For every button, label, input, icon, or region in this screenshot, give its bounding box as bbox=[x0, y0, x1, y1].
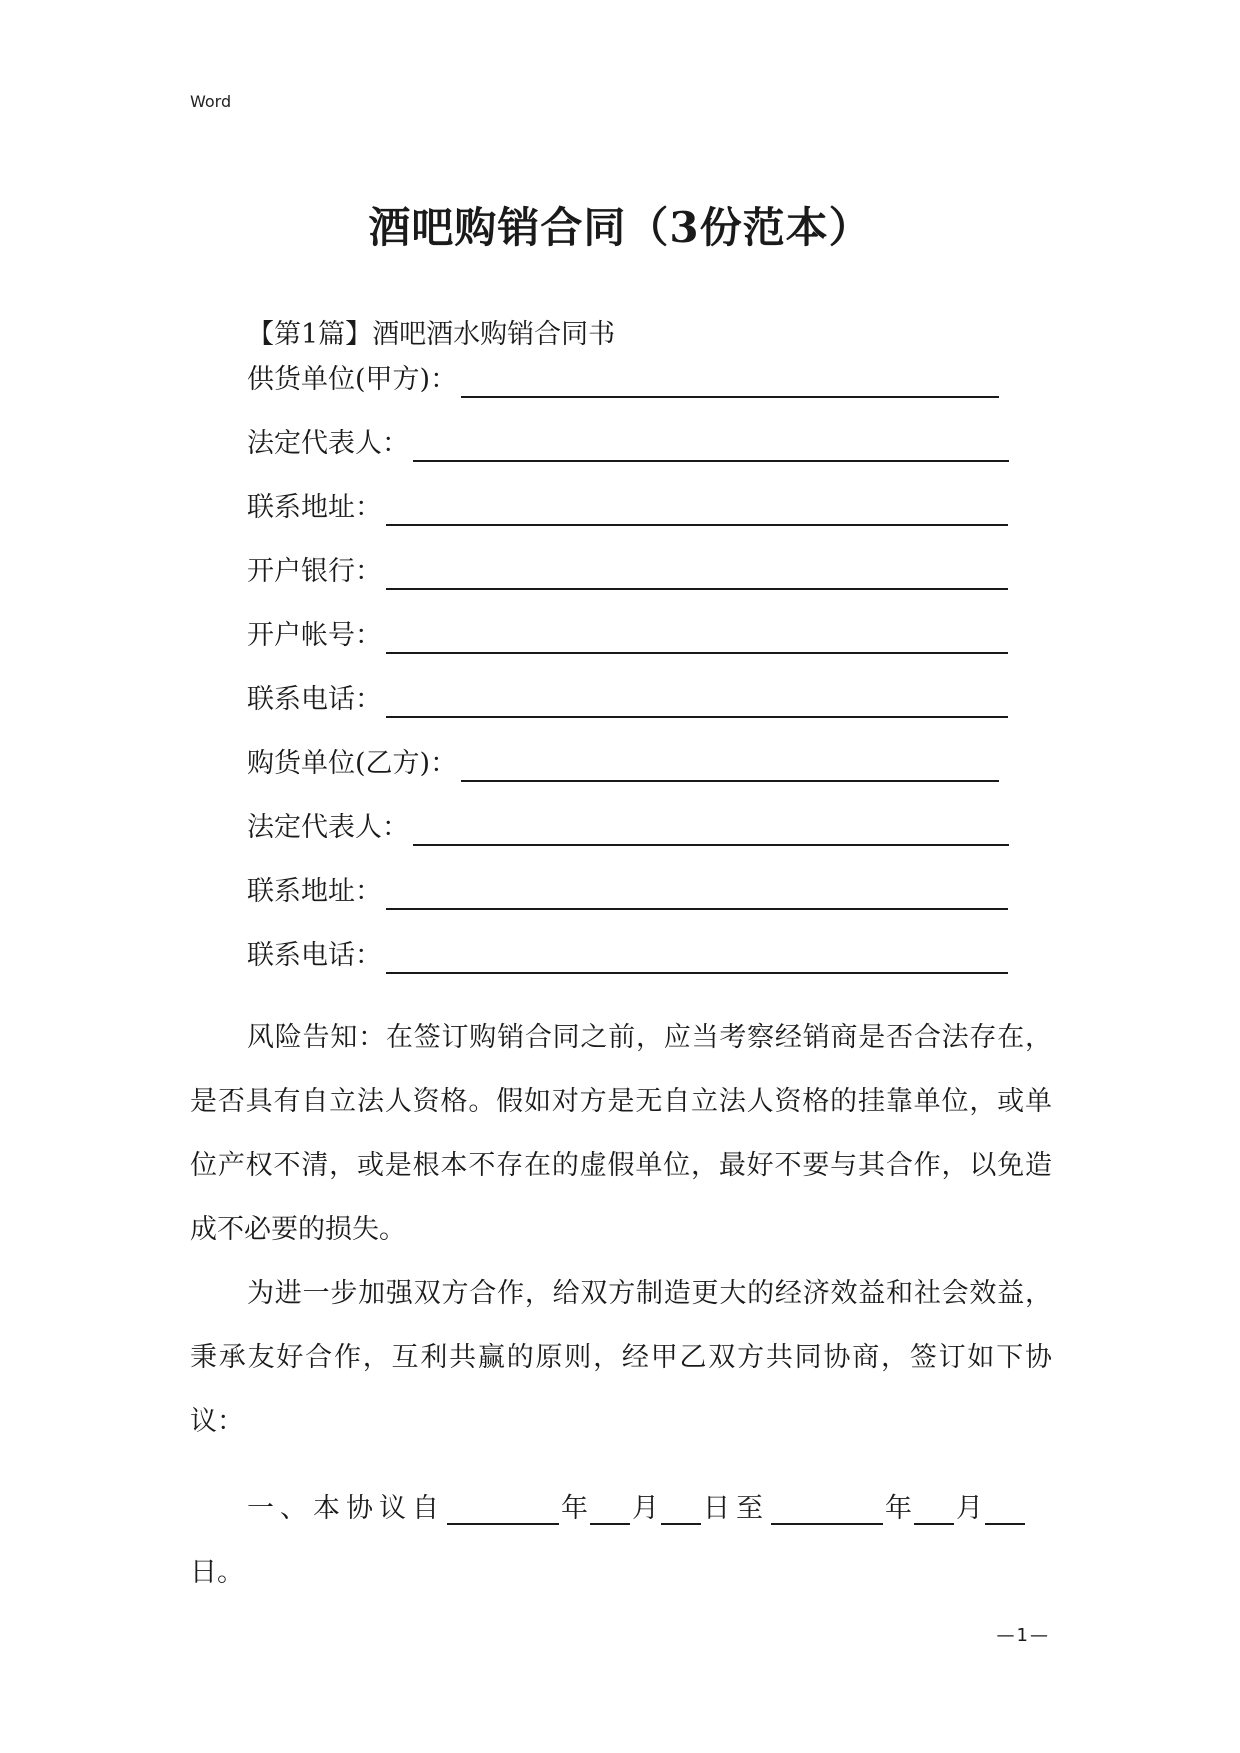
header-app-label: Word bbox=[190, 92, 232, 111]
field-blank-line[interactable] bbox=[386, 494, 1008, 526]
field-blank-line[interactable] bbox=[386, 878, 1008, 910]
field-label: 购货单位(乙方)： bbox=[247, 748, 458, 779]
blank-year-start[interactable] bbox=[447, 1497, 559, 1525]
document-subtitle: 【第1篇】酒吧酒水购销合同书 bbox=[247, 319, 616, 350]
agreement-intro-paragraph: 为进一步加强双方合作，给双方制造更大的经济效益和社会效益，秉承友好合作，互利共赢的原则，经甲乙双方共同协商，签订如下协议： bbox=[190, 1278, 1052, 1437]
field-row-account bbox=[247, 614, 1008, 654]
clause-prefix: 一、本协议自 bbox=[247, 1493, 445, 1524]
field-blank-line[interactable] bbox=[386, 558, 1008, 590]
field-row-phone-b bbox=[247, 934, 1008, 974]
field-row-address-b bbox=[247, 870, 1008, 910]
field-label: 法定代表人： bbox=[247, 428, 409, 459]
field-blank-line[interactable] bbox=[386, 622, 1008, 654]
field-row-supplier bbox=[247, 358, 999, 398]
field-label: 联系地址： bbox=[247, 492, 382, 523]
risk-notice-paragraph: 风险告知：在签订购销合同之前，应当考察经销商是否合法存在，是否具有自立法人资格。假如对方是无自立法人资格的挂靠单位，或单位产权不清，或是根本不存在的虚假单位，最好不要与其合作，以免造成不必要的损失。 bbox=[190, 1022, 1052, 1245]
field-row-buyer bbox=[247, 742, 999, 782]
field-row-phone bbox=[247, 678, 1008, 718]
blank-year-end[interactable] bbox=[771, 1497, 883, 1525]
day-to-label: 日至 bbox=[703, 1493, 769, 1524]
blank-day-start[interactable] bbox=[661, 1497, 701, 1525]
field-row-legal-rep-b bbox=[247, 806, 1009, 846]
page-number: —1— bbox=[996, 1625, 1050, 1646]
document-title: 酒吧购销合同（3份范本） bbox=[368, 203, 872, 252]
month-label: 月 bbox=[632, 1493, 659, 1524]
field-label: 联系电话： bbox=[247, 684, 382, 715]
blank-month-start[interactable] bbox=[590, 1497, 630, 1525]
field-label: 开户银行： bbox=[247, 556, 382, 587]
field-row-legal-rep bbox=[247, 422, 1009, 462]
field-blank-line[interactable] bbox=[386, 686, 1008, 718]
field-label: 联系地址： bbox=[247, 876, 382, 907]
year-label: 年 bbox=[561, 1493, 588, 1524]
field-blank-line[interactable] bbox=[461, 750, 999, 782]
field-label: 供货单位(甲方)： bbox=[247, 364, 458, 395]
month-label-end: 月 bbox=[956, 1493, 983, 1524]
field-blank-line[interactable] bbox=[461, 366, 999, 398]
field-label: 开户帐号： bbox=[247, 620, 382, 651]
blank-month-end[interactable] bbox=[914, 1497, 954, 1525]
field-row-address bbox=[247, 486, 1008, 526]
year-label-end: 年 bbox=[885, 1493, 912, 1524]
field-blank-line[interactable] bbox=[413, 814, 1009, 846]
field-label: 联系电话： bbox=[247, 940, 382, 971]
field-row-bank bbox=[247, 550, 1008, 590]
field-blank-line[interactable] bbox=[386, 942, 1008, 974]
clause-1-date-range bbox=[190, 1477, 1052, 1605]
field-blank-line[interactable] bbox=[413, 430, 1009, 462]
clause-end: 日。 bbox=[190, 1557, 244, 1588]
blank-day-end[interactable] bbox=[985, 1497, 1025, 1525]
field-label: 法定代表人： bbox=[247, 812, 409, 843]
